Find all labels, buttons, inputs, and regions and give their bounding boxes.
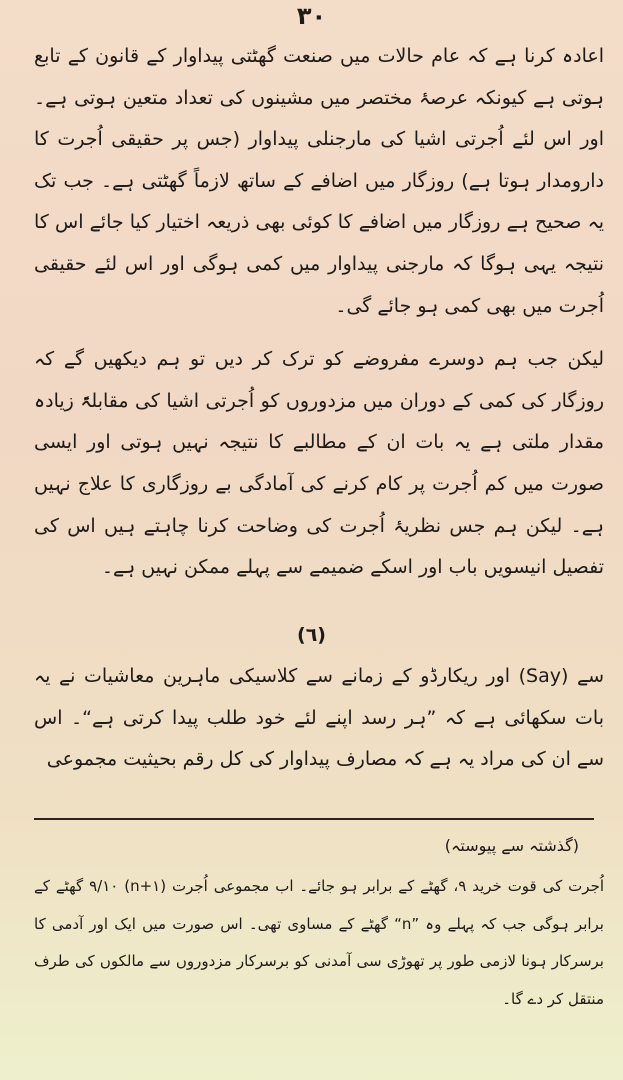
page-number: ۳۰ bbox=[296, 2, 327, 30]
footnote-divider bbox=[34, 818, 594, 820]
paragraph-3: سے (Say) اور ریکارڈو کے زمانے سے کلاسیکی ماہرین معاشیات نے یہ بات سکھائی ہے کہ ”ہر رسد اپنے لئے خود طلب پیدا کرتی ہے“۔ اس سے ان کی مراد یہ ہے کہ مصارف پیداوار کی کل رقم بحیثیت مجموعی bbox=[34, 665, 604, 771]
footnote-heading: (گذشتہ سے پیوستہ) bbox=[444, 836, 579, 855]
section-number: (٦) bbox=[297, 624, 326, 646]
footnote-text: اُجرت کی قوت خرید ۹، گھٹے کے برابر ہو جائے۔ اب مجموعی اُجرت (n+۱) ۹/۱۰ گھٹے کے برابر ہوگی جب کہ پہلے وہ ”n“ گھٹے کے مساوی تھی۔ اس صورت میں ایک اور آدمی کا برسرکار ہونا لازمی طور پر تھوڑی سی آمدنی کو برسرکار مزدوروں سے مالکوں کی طرف منتقل کر دے گا۔ bbox=[34, 877, 605, 1008]
paragraph-2: لیکن جب ہم دوسرے مفروضے کو ترک کر دیں تو ہم دیکھیں گے کہ روزگار کی کمی کے دوران میں مزدوروں کو اُجرتی اشیا کی مقابلۃً زیادہ مقدار ملتی ہے یہ بات ان کے مطالبے کا نتیجہ نہیں ہوتی اور ایسی صورت میں کم اُجرت پر کام کرنے کی آمادگی بے روزگاری کا علاج نہیں ہے۔ لیکن ہم جس نظریۂ اُجرت کی وضاحت کرنا چاہتے ہیں اس کی تفصیل انیسویں باب اور اسکے ضمیمے سے پہلے ممکن نہیں ہے۔ bbox=[34, 348, 604, 579]
paragraph-1: اعادہ کرنا ہے کہ عام حالات میں صنعت گھٹتی پیداوار کے قانون کے تابع ہوتی ہے کیونکہ عرصۂ مختصر میں مشینوں کی تعداد متعین ہوتی ہے۔ اور اس لئے اُجرتی اشیا کی مارجنلی پیداوار (جس پر حقیقی اُجرت کا دارومدار ہوتا ہے) روزگار میں اضافے کے ساتھ لازماً گھٹتی ہے۔ جب تک یہ صحیح ہے روزگار میں اضافے کا کوئی بھی ذریعہ اختیار کیا جائے اس کا نتیجہ یہی ہوگا کہ مارجنی پیداوار میں کمی ہوگی اور اس لئے حقیقی اُجرت میں بھی کمی ہو جائے گی۔ bbox=[34, 45, 604, 317]
main-text bbox=[34, 36, 604, 589]
